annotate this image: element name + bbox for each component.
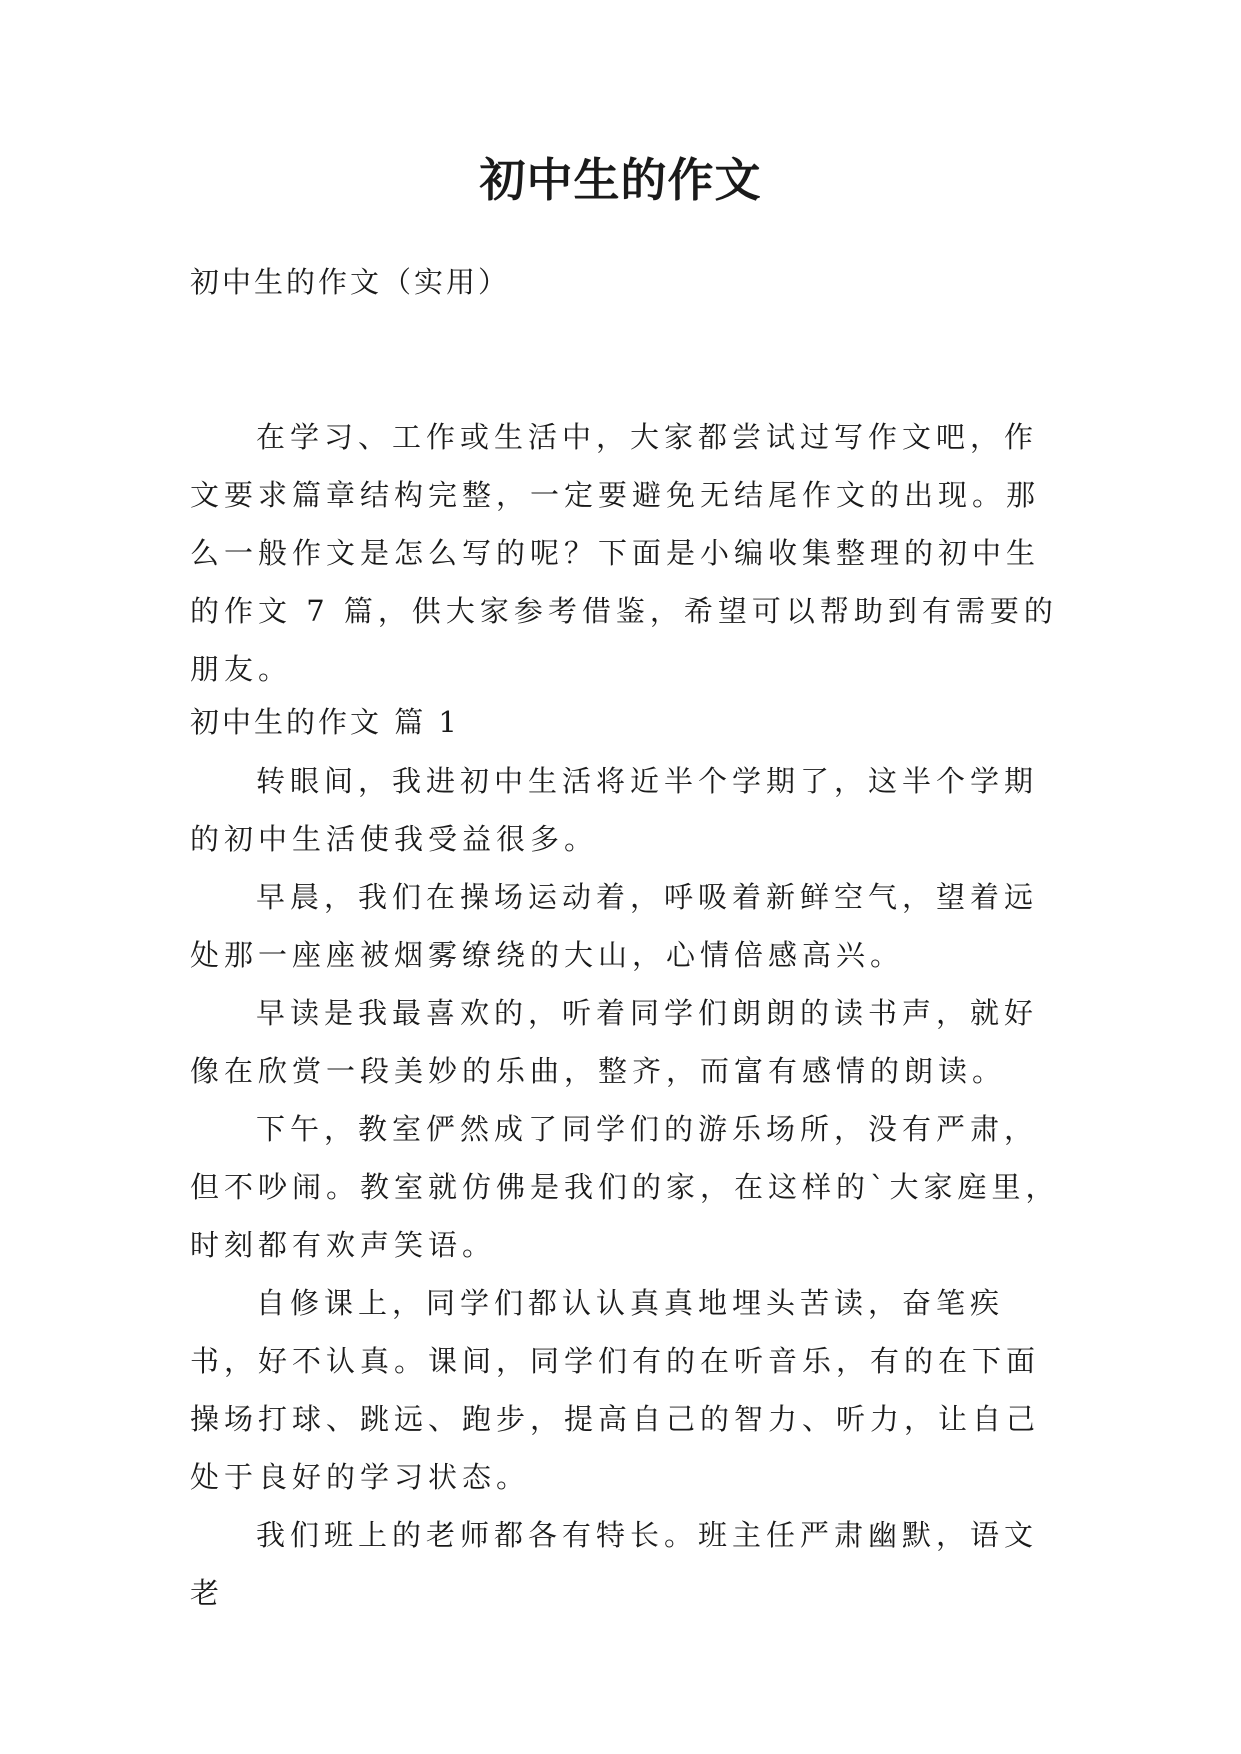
section-heading: 初中生的作文 篇 1: [190, 705, 460, 739]
document-subtitle: 初中生的作文（实用）: [190, 265, 511, 299]
paragraph: 下午，教室俨然成了同学们的游乐场所，没有严肃，但不吵闹。教室就仿佛是我们的家，在这样的`大家庭里，时刻都有欢声笑语。: [190, 1112, 1060, 1262]
paragraph: 早读是我最喜欢的，听着同学们朗朗的读书声，就好像在欣赏一段美妙的乐曲，整齐，而富有感情的朗读。: [190, 996, 1039, 1088]
paragraph: 早晨，我们在操场运动着，呼吸着新鲜空气，望着远处那一座座被烟雾缭绕的大山，心情倍感高兴。: [190, 880, 1039, 972]
document-title: 初中生的作文: [479, 153, 762, 207]
paragraph: 我们班上的老师都各有特长。班主任严肃幽默，语文老: [190, 1518, 1039, 1610]
intro-paragraph: 在学习、工作或生活中，大家都尝试过写作文吧，作文要求篇章结构完整，一定要避免无结尾作文的出现。那么一般作文是怎么写的呢？下面是小编收集整理的初中生的作文 7 篇，供大家参考借鉴，希望可以帮助到有需要的朋友。: [190, 420, 1058, 686]
paragraph: 转眼间，我进初中生活将近半个学期了，这半个学期的初中生活使我受益很多。: [190, 764, 1039, 856]
paragraph: 自修课上，同学们都认认真真地埋头苦读，奋笔疾书，好不认真。课间，同学们有的在听音乐，有的在下面操场打球、跳远、跑步，提高自己的智力、听力，让自己处于良好的学习状态。: [190, 1286, 1041, 1494]
body-text: [190, 752, 1060, 1622]
